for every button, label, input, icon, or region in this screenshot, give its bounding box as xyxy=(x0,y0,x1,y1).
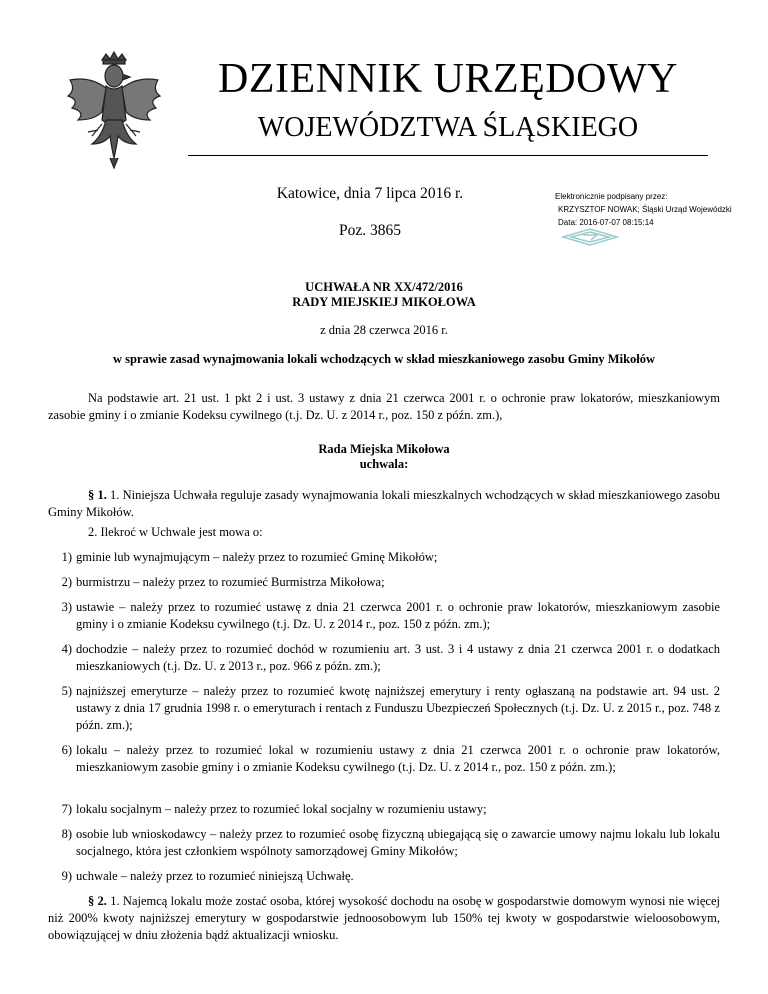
definition-item xyxy=(48,549,720,566)
definition-item xyxy=(48,801,720,818)
resolution-body: RADY MIEJSKIEJ MIKOŁOWA xyxy=(292,295,476,309)
paragraph-1-mark: § 1. xyxy=(88,488,107,502)
definition-text: lokalu – należy przez to rozumieć lokal w rozumieniu ustawy z dnia 21 czerwca 2001 r. o ochronie praw lokatorów, mieszkaniowym zasobie gminy i o zmianie Kodeksu cywilnego (t.j. Dz. U. z 2014 r., poz. 150 z późn. zm.); xyxy=(76,743,720,774)
council-name: Rada Miejska Mikołowa xyxy=(318,442,450,456)
definition-number: 1) xyxy=(61,550,72,564)
masthead-divider xyxy=(188,155,708,156)
journal-subtitle: WOJEWÓDZTWA ŚLĄSKIEGO xyxy=(257,112,639,143)
definition-text: lokalu socjalnym – należy przez to rozumieć lokal socjalny w rozumieniu ustawy; xyxy=(76,802,487,816)
resolution-date: z dnia 28 czerwca 2016 r. xyxy=(320,323,448,337)
masthead xyxy=(188,56,708,144)
position-number: Poz. 3865 xyxy=(339,222,401,239)
paragraph-1-text: 1. Niniejsza Uchwała reguluje zasady wynajmowania lokali mieszkalnych wchodzących w skład mieszkaniowego zasobu Gminy Mikołów. xyxy=(48,488,721,519)
paragraph-1 xyxy=(48,487,720,521)
definition-item xyxy=(48,868,720,885)
definition-item xyxy=(48,683,720,734)
definition-text: dochodzie – należy przez to rozumieć dochód w rozumieniu art. 3 ust. 3 i 4 ustawy z dnia 21 czerwca 2001 r. o dodatkach mieszkaniowych (t.j. Dz. U. z 2013 r., poz. 966 z późn. zm.); xyxy=(76,642,720,673)
definition-text: gminie lub wynajmującym – należy przez to rozumieć Gminę Mikołów; xyxy=(76,550,438,564)
council-block xyxy=(0,442,768,472)
council-decides: uchwala: xyxy=(359,457,409,471)
signature-line-2: KRZYSZTOF NOWAK; Śląski Urząd Wojewódzki xyxy=(558,205,732,214)
paragraph-2-text: 1. Najemcą lokalu może zostać osoba, której wysokość dochodu na osobę w gospodarstwie domowym wynosi nie więcej niż 200% kwoty najniższej emerytury w gospodarstwie jednoosobowym lub 150% tej kwoty w gospodarstwie wieloosobowym, obowiązującej w dniu złożenia bądź aktualizacji wniosku. xyxy=(48,894,720,942)
journal-title: DZIENNIK URZĘDOWY xyxy=(218,56,678,102)
definition-item xyxy=(48,826,720,860)
dateline: Katowice, dnia 7 lipca 2016 r. xyxy=(276,185,464,202)
definition-number: 5) xyxy=(61,684,72,698)
definition-number: 9) xyxy=(61,869,72,883)
resolution-subject: w sprawie zasad wynajmowania lokali wchodzących w skład mieszkaniowego zasobu Gminy Mikołów xyxy=(112,352,656,366)
polish-eagle-icon xyxy=(62,50,166,172)
definition-number: 6) xyxy=(61,743,72,757)
definition-item xyxy=(48,599,720,633)
definition-item xyxy=(48,742,720,776)
definition-text: burmistrzu – należy przez to rozumieć Burmistrza Mikołowa; xyxy=(76,575,385,589)
paragraph-1-intro: 2. Ilekroć w Uchwale jest mowa o: xyxy=(88,525,263,539)
definition-number: 4) xyxy=(61,642,72,656)
resolution-subject-wrap xyxy=(0,352,768,367)
definition-number: 3) xyxy=(61,600,72,614)
definition-text: uchwale – należy przez to rozumieć niniejszą Uchwałę. xyxy=(76,869,354,883)
electronic-signature xyxy=(555,190,760,229)
resolution-heading xyxy=(0,280,768,310)
definition-number: 8) xyxy=(61,827,72,841)
preamble: Na podstawie art. 21 ust. 1 pkt 2 i ust. 3 ustawy z dnia 21 czerwca 2001 r. o ochronie praw lokatorów, mieszkaniowym zasobie gminy i o zmianie Kodeksu cywilnego (t.j. Dz. U. z 2014 r., poz. 150 z późn. zm.), xyxy=(48,391,720,422)
definition-item xyxy=(48,641,720,675)
definition-item xyxy=(48,574,720,591)
signature-line-3: Data: 2016-07-07 08:15:14 xyxy=(558,218,654,227)
paragraph-2 xyxy=(48,893,720,944)
resolution-number: UCHWAŁA NR XX/472/2016 xyxy=(305,280,463,294)
paragraph-2-mark: § 2. xyxy=(88,894,107,908)
signature-seal-icon xyxy=(561,228,619,246)
definition-number: 7) xyxy=(61,802,72,816)
signature-line-1: Elektronicznie podpisany przez: xyxy=(555,192,668,201)
definition-text: najniższej emeryturze – należy przez to rozumieć kwotę najniższej emerytury i renty ogłaszaną na podstawie art. 94 ust. 2 ustawy z dnia 17 grudnia 1998 r. o emeryturach i rentach z Funduszu Ubezpieczeń Społecznych (t.j. Dz. U. z 2015 r., poz. 748 z późn. zm.); xyxy=(76,684,720,732)
definition-text: osobie lub wnioskodawcy – należy przez to rozumieć osobę fizyczną ubiegającą się o zawarcie umowy najmu lokalu lub lokalu socjalnego, która jest członkiem wspólnoty samorządowej Gminy Mikołów; xyxy=(76,827,720,858)
definition-number: 2) xyxy=(61,575,72,589)
definition-text: ustawie – należy przez to rozumieć ustawę z dnia 21 czerwca 2001 r. o ochronie praw lokatorów, mieszkaniowym zasobie gminy i o zmianie Kodeksu cywilnego (t.j. Dz. U. z 2014 r., poz. 150 z późn. zm.); xyxy=(76,600,720,631)
